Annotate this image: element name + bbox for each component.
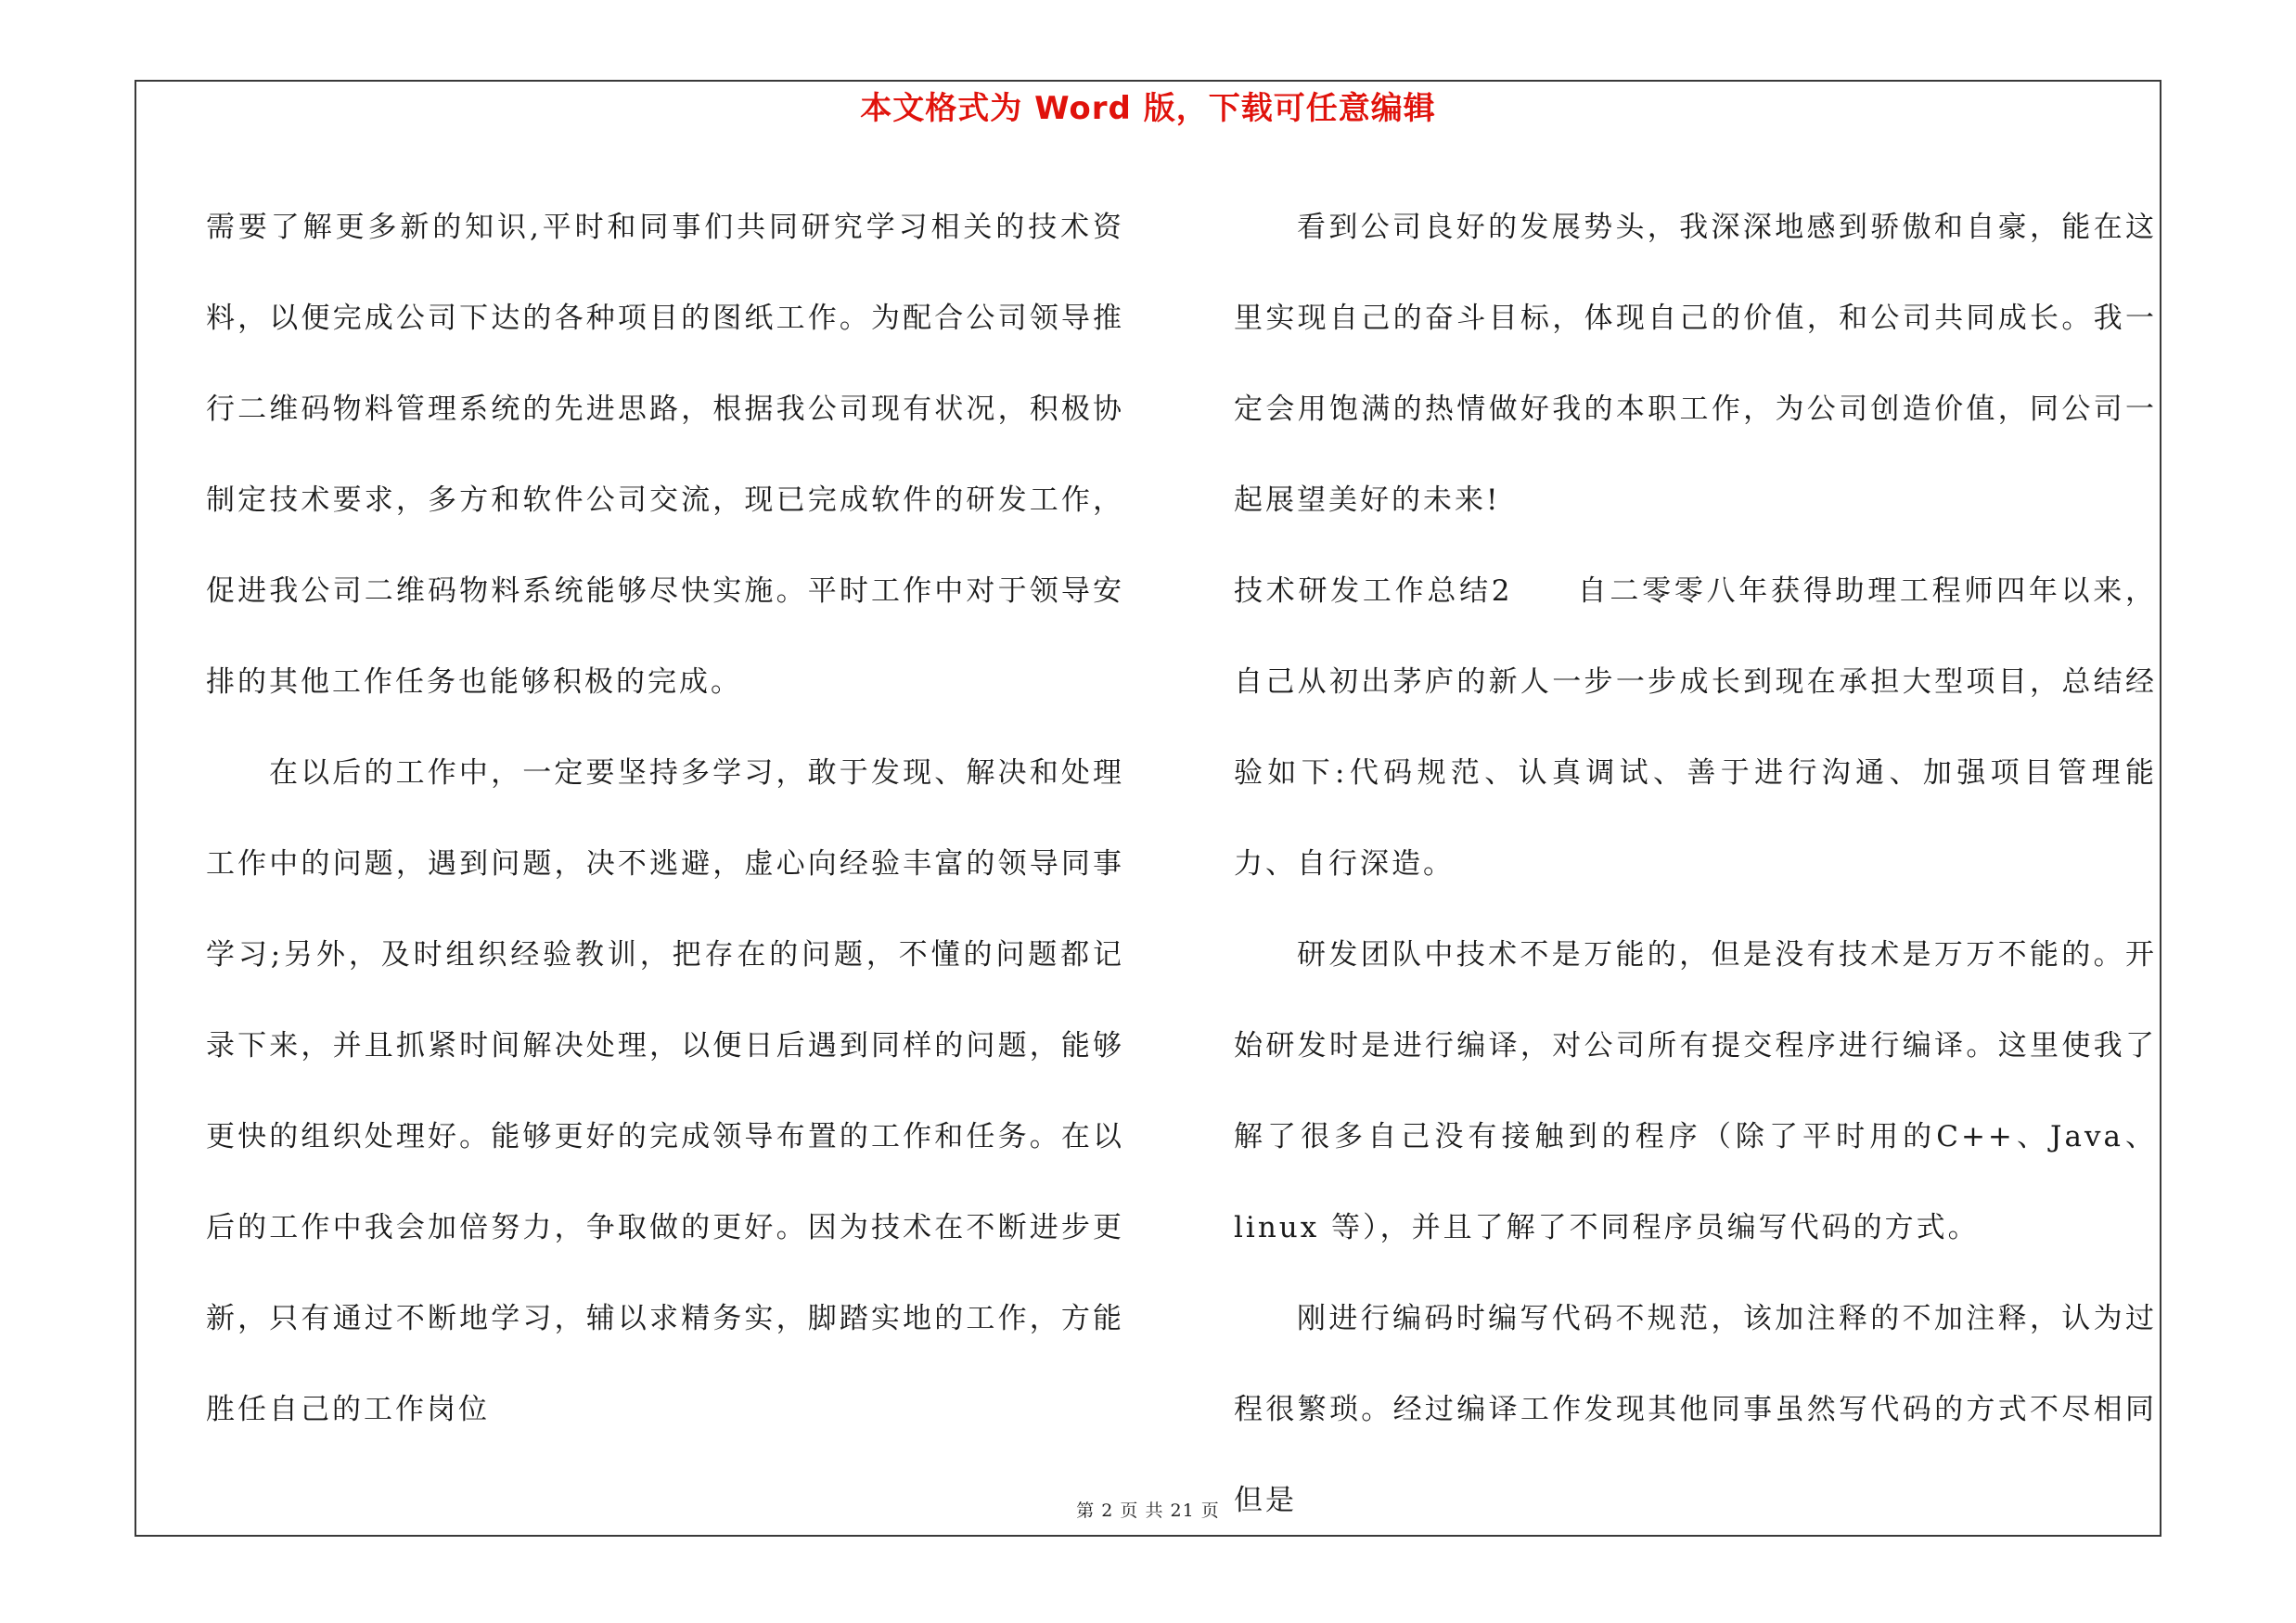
left-paragraph-1: 需要了解更多新的知识,平时和同事们共同研究学习相关的技术资料，以便完成公司下达的各种项目的图纸工作。为配合公司领导推行二维码物料管理系统的先进思路，根据我公司现有状况，积极协制定技术要求，多方和软件公司交流，现已完成软件的研发工作，促进我公司二维码物料系统能够尽快实施。平时工作中对于领导安排的其他工作任务也能够积极的完成。	[206, 211, 1124, 699]
page-footer: 第 2 页 共 21 页	[1076, 1501, 1220, 1521]
right-paragraph-4: 刚进行编码时编写代码不规范，该加注释的不加注释，认为过程很繁琐。经过编译工作发现其他同事虽然写代码的方式不尽相同但是	[1234, 1302, 2157, 1517]
left-paragraph-2: 在以后的工作中，一定要坚持多学习，敢于发现、解决和处理工作中的问题，遇到问题，决不逃避，虚心向经验丰富的领导同事学习;另外，及时组织经验教训，把存在的问题，不懂的问题都记录下来，并且抓紧时间解决处理，以便日后遇到同样的问题，能够更快的组织处理好。能够更好的完成领导布置的工作和任务。在以后的工作中我会加倍努力，争取做的更好。因为技术在不断进步更新，只有通过不断地学习，辅以求精务实，脚踏实地的工作，方能胜任自己的工作岗位	[206, 756, 1124, 1426]
right-column	[1234, 182, 2157, 1546]
right-paragraph-2: 技术研发工作总结2 自二零零八年获得助理工程师四年以来，自己从初出茅庐的新人一步一步成长到现在承担大型项目，总结经验如下:代码规范、认真调试、善于进行沟通、加强项目管理能力、自行深造。	[1234, 574, 2157, 881]
left-column	[206, 182, 1124, 1455]
right-paragraph-3: 研发团队中技术不是万能的，但是没有技术是万万不能的。开始研发时是进行编译，对公司所有提交程序进行编译。这里使我了解了很多自己没有接触到的程序（除了平时用的C++、Java、linux 等），并且了解了不同程序员编写代码的方式。	[1234, 938, 2157, 1244]
right-paragraph-1: 看到公司良好的发展势头，我深深地感到骄傲和自豪，能在这里实现自己的奋斗目标，体现自己的价值，和公司共同成长。我一定会用饱满的热情做好我的本职工作，为公司创造价值，同公司一起展望美好的未来!	[1234, 211, 2157, 517]
header-banner: 本文格式为 Word 版，下载可任意编辑	[860, 90, 1436, 127]
